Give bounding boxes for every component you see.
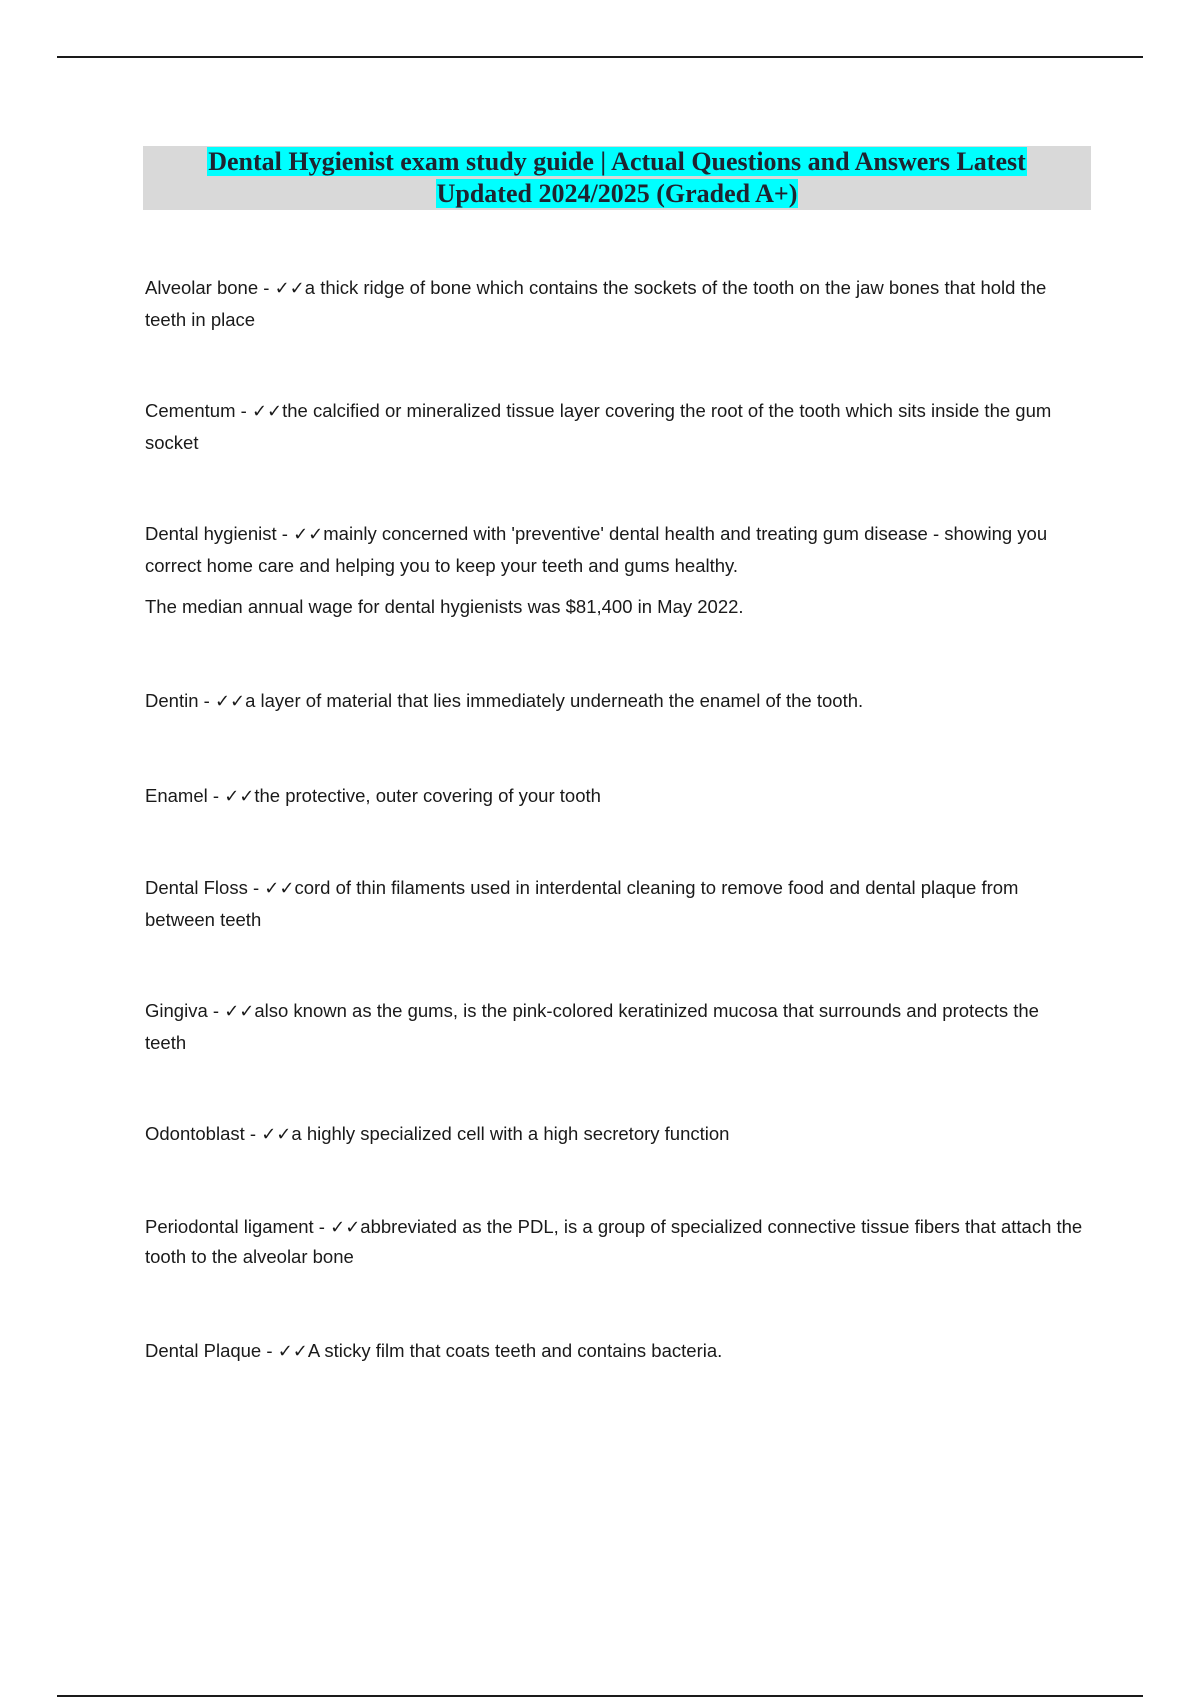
entry-enamel [145, 780, 601, 812]
entry-definition: A sticky film that coats teeth and contains bacteria. [307, 1340, 723, 1361]
entry-definition: a thick ridge of bone which contains the sockets of the tooth on the jaw bones that hold the teeth in place [145, 277, 1047, 330]
entry-note: The median annual wage for dental hygienists was $81,400 in May 2022. [145, 596, 744, 617]
entry-definition: mainly concerned with 'preventive' dental health and treating gum disease - showing you correct home care and helping you to keep your teeth and gums healthy. [145, 523, 1048, 576]
entry-term: Dental hygienist [145, 523, 277, 544]
entry-odontoblast [145, 1118, 729, 1150]
double-check-icon: ✓✓ [251, 401, 283, 422]
entry-periodontal-ligament [145, 1212, 1085, 1271]
double-check-icon: ✓✓ [293, 524, 324, 545]
double-check-icon: ✓✓ [330, 1217, 361, 1238]
top-rule [57, 56, 1143, 58]
entry-term: Odontoblast [145, 1123, 245, 1144]
title-line-1: Dental Hygienist exam study guide | Actual Questions and Answers Latest [208, 147, 1026, 176]
entry-definition: the calcified or mineralized tissue layer covering the root of the tooth which sits inside the gum socket [145, 400, 1052, 453]
entry-term: Alveolar bone [145, 277, 259, 298]
entry-dental-floss [145, 872, 1085, 935]
double-check-icon: ✓✓ [224, 1001, 255, 1022]
entry-term: Gingiva [145, 1000, 208, 1021]
entry-text: Dental hygienist - ✓✓mainly concerned with 'preventive' dental health and treating gum disease - showing you correct home care and helping you to keep your teeth and gums healthy. [145, 523, 1048, 576]
entry-term: Enamel [145, 785, 208, 806]
double-check-icon: ✓✓ [261, 1124, 292, 1145]
entry-definition: abbreviated as the PDL, is a group of specialized connective tissue fibers that attach the tooth to the alveolar bone [145, 1216, 1083, 1267]
entry-text: Gingiva - ✓✓also known as the gums, is the pink-colored keratinized mucosa that surrounds and protects the teeth [145, 1000, 1039, 1053]
entry-term: Dentin [145, 690, 199, 711]
entry-definition: a layer of material that lies immediately underneath the enamel of the tooth. [245, 690, 864, 711]
bottom-rule [57, 1695, 1143, 1697]
double-check-icon: ✓✓ [214, 691, 246, 712]
entry-text: Dental Plaque - ✓✓A sticky film that coats teeth and contains bacteria. [145, 1340, 723, 1362]
entry-text: Enamel - ✓✓the protective, outer covering of your tooth [145, 785, 601, 807]
entry-definition: cord of thin filaments used in interdental cleaning to remove food and dental plaque from between teeth [145, 877, 1019, 930]
entry-text: Dentin - ✓✓a layer of material that lies immediately underneath the enamel of the tooth. [145, 690, 864, 712]
document-title [143, 146, 1091, 210]
double-check-icon: ✓✓ [277, 1341, 308, 1362]
entry-dental-plaque [145, 1335, 722, 1367]
entry-term: Dental Plaque [145, 1340, 262, 1361]
entry-term: Cementum [145, 400, 236, 421]
double-check-icon: ✓✓ [264, 878, 295, 899]
entry-cementum [145, 395, 1085, 458]
double-check-icon: ✓✓ [274, 278, 305, 299]
entry-definition: also known as the gums, is the pink-colored keratinized mucosa that surrounds and protects the teeth [145, 1000, 1039, 1053]
entry-text: Odontoblast - ✓✓a highly specialized cell with a high secretory function [145, 1123, 730, 1145]
entry-text: Alveolar bone - ✓✓a thick ridge of bone which contains the sockets of the tooth on the jaw bones that hold the teeth in place [145, 277, 1047, 330]
entry-gingiva [145, 995, 1085, 1058]
entry-dentin [145, 685, 863, 717]
entry-text: Dental Floss - ✓✓cord of thin filaments used in interdental cleaning to remove food and dental plaque from between teeth [145, 877, 1019, 930]
entry-term: Dental Floss [145, 877, 248, 898]
entry-term: Periodontal ligament [145, 1216, 314, 1237]
entry-definition: a highly specialized cell with a high secretory function [291, 1123, 730, 1144]
entry-dental-hygienist [145, 518, 1085, 622]
entry-text: Periodontal ligament - ✓✓abbreviated as the PDL, is a group of specialized connective tissue fibers that attach the tooth to the alveolar bone [145, 1216, 1083, 1267]
entry-text: Cementum - ✓✓the calcified or mineralized tissue layer covering the root of the tooth which sits inside the gum socket [145, 400, 1052, 453]
entry-alveolar-bone [145, 272, 1085, 335]
title-line-2: Updated 2024/2025 (Graded A+) [436, 179, 798, 208]
double-check-icon: ✓✓ [224, 786, 255, 807]
entry-definition: the protective, outer covering of your tooth [254, 785, 601, 806]
